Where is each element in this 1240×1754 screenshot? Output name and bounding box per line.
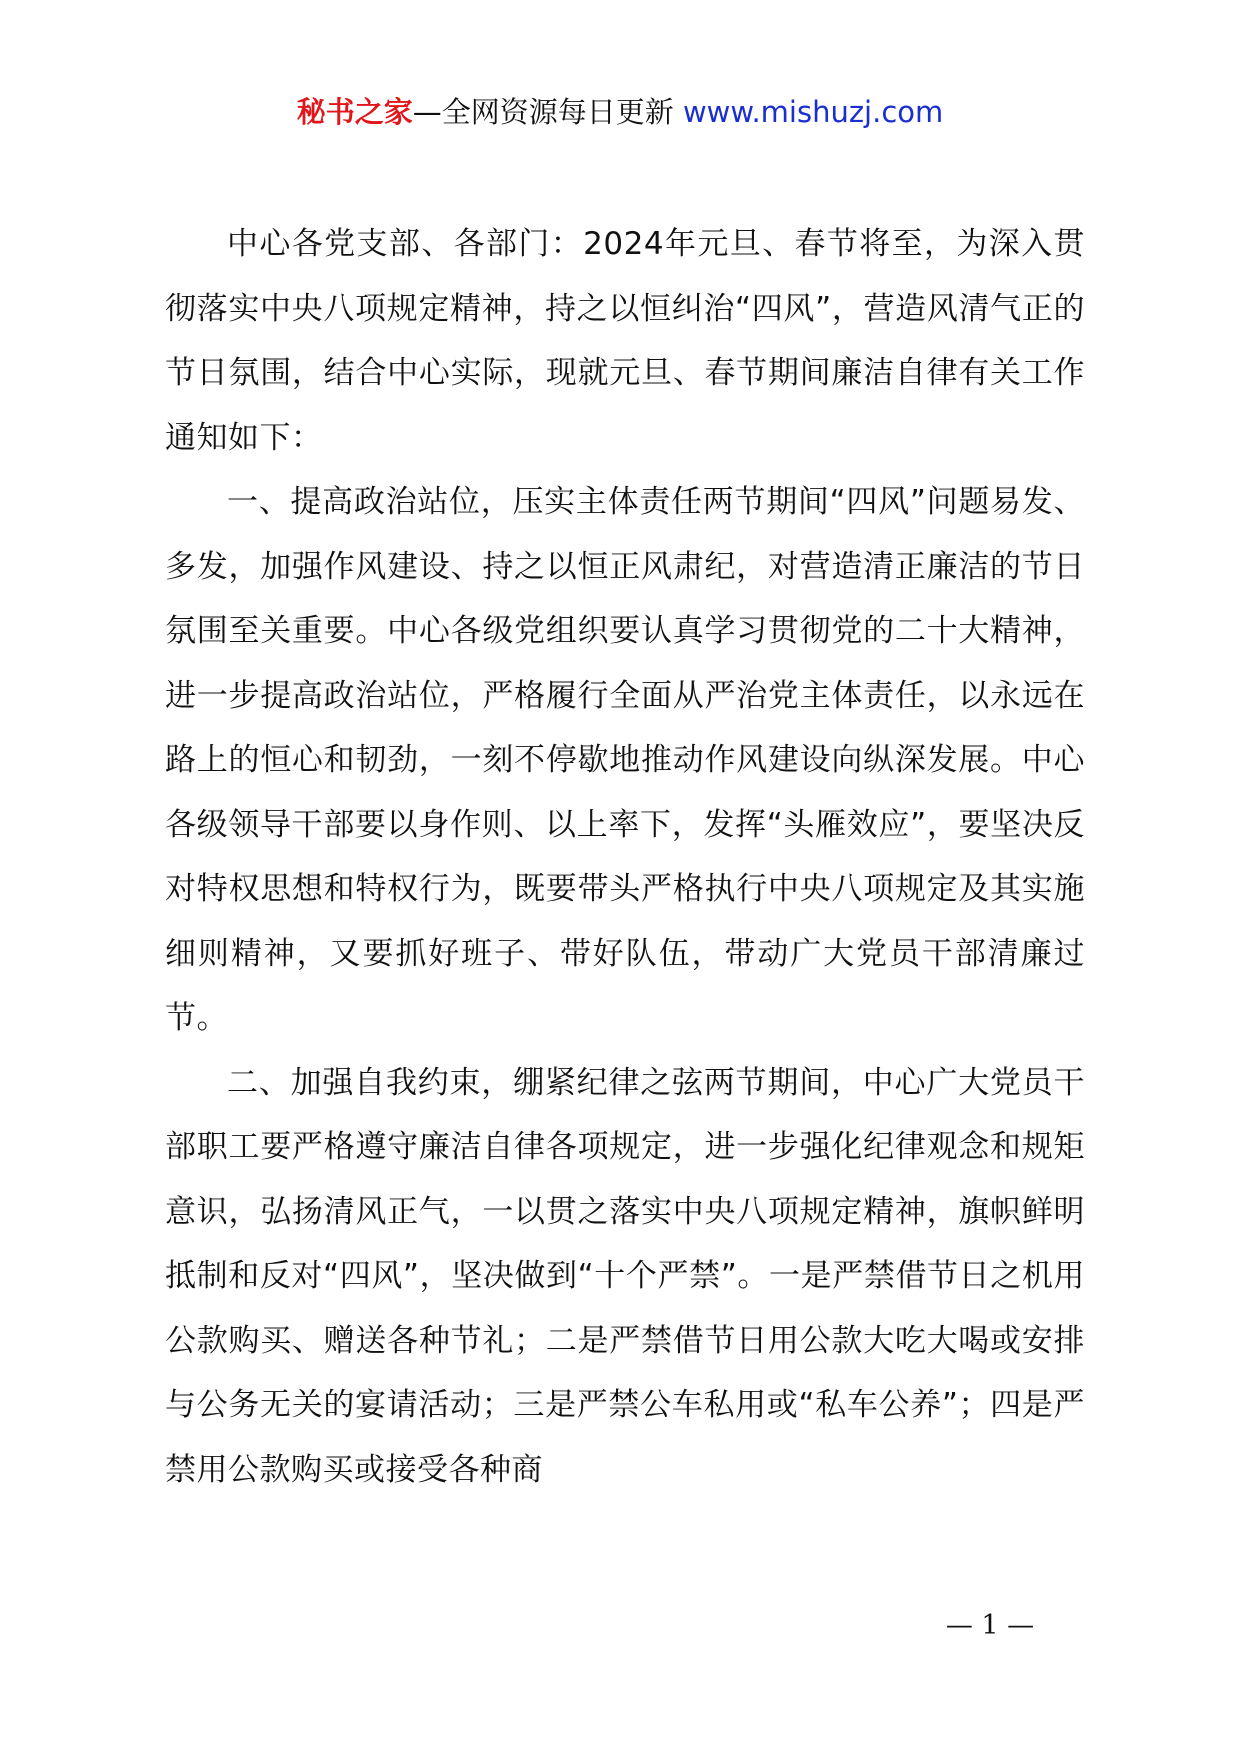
intro-paragraph: 中心各党支部、各部门：2024年元旦、春节将至，为深入贯彻落实中央八项规定精神，持之以恒纠治“四风”，营造风清气正的节日氛围，结合中心实际，现就元旦、春节期间廉洁自律有关工作通知如下： [165,226,1085,456]
page-number: — 1 — [945,1610,1035,1641]
section-two-paragraph: 二、加强自我约束，绷紧纪律之弦两节期间，中心广大党员干部职工要严格遵守廉洁自律各项规定，进一步强化纪律观念和规矩意识，弘扬清风正气，一以贯之落实中央八项规定精神，旗帜鲜明抵制和反对“四风”，坚决做到“十个严禁”。一是严禁借节日之机用公款购买、赠送各种节礼；二是严禁借节日用公款大吃大喝或安排与公务无关的宴请活动；三是严禁公车私用或“私车公养”；四是严禁用公款购买或接受各种商 [165,1064,1085,1488]
header-tagline: —全网资源每日更新 [412,95,674,129]
section-one-paragraph: 一、提高政治站位，压实主体责任两节期间“四风”问题易发、多发，加强作风建设、持之以恒正风肃纪，对营造清正廉洁的节日氛围至关重要。中心各级党组织要认真学习贯彻党的二十大精神，进一步提高政治站位，严格履行全面从严治党主体责任，以永远在路上的恒心和韧劲，一刻不停歇地推动作风建设向纵深发展。中心各级领导干部要以身作则、以上率下，发挥“头雁效应”，要坚决反对特权思想和特权行为，既要带头严格执行中央八项规定及其实施细则精神，又要抓好班子、带好队伍，带动广大党员干部清廉过节。 [165,484,1085,1036]
document-body [165,212,1085,1502]
brand-name: 秘书之家 [296,95,413,129]
site-url-link[interactable]: www.mishuzj.com [682,95,944,129]
site-header [0,92,1240,132]
